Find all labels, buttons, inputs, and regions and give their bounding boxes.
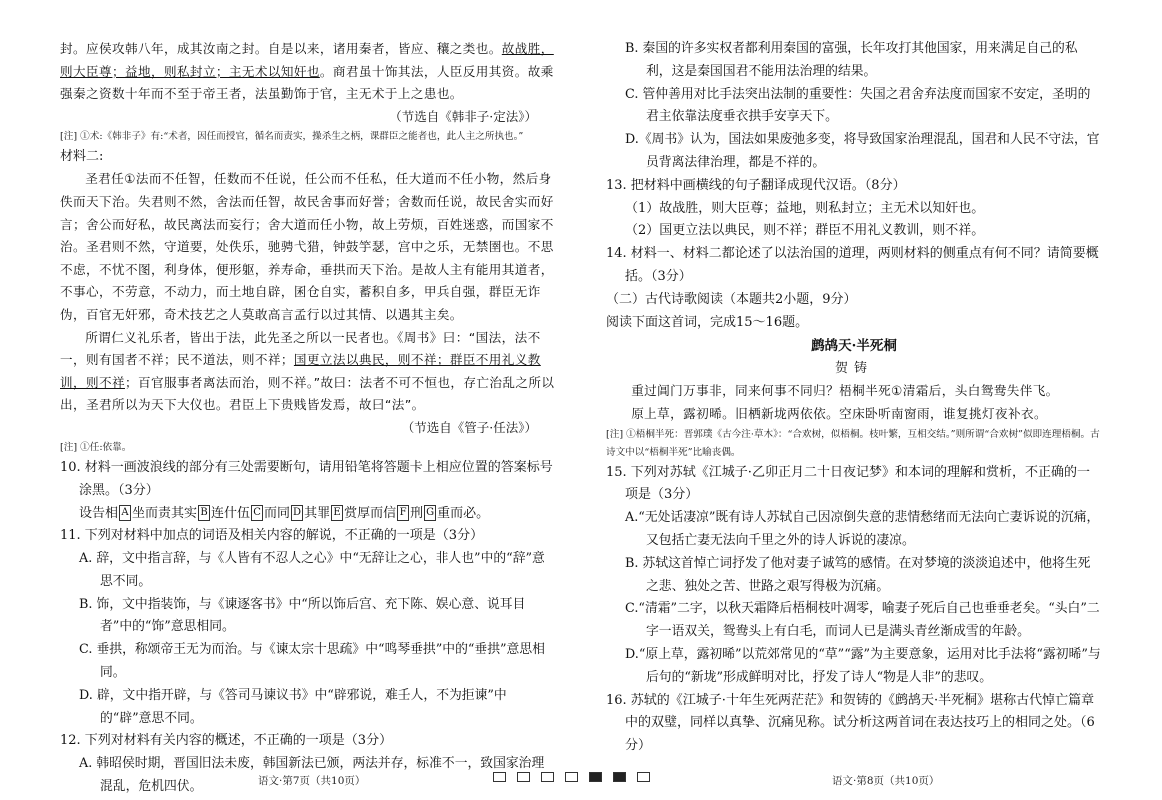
page-square [541, 772, 554, 782]
question-12-option-a: A. 韩昭侯时期，晋国旧法未废，韩国新法已颁，两法并存，标准不一，致国家治理混乱，危机四伏。 [79, 756, 545, 795]
question-10: 10. 材料一画波浪线的部分有三处需要断句，请用铅笔将答题卡上相应位置的答案标号涂黑。（3分） [60, 459, 553, 498]
answer-box-f[interactable]: F [397, 505, 409, 521]
answer-box-a[interactable]: A [119, 505, 131, 521]
question-15: 15. 下列对苏轼《江城子·乙卯正月二十日夜记梦》和本词的理解和赏析，不正确的一项是（3分） [606, 464, 1090, 503]
question-13-part-1: （1）故战胜，则大臣尊；益地，则私封立；主无术以知奸也。 [625, 200, 985, 216]
answer-box-c[interactable]: C [251, 505, 263, 521]
source-citation-1: （节选自《韩非子·定法》） [389, 108, 537, 124]
poem-line-1: 重过阊门万事非，同来何事不同归？梧桐半死①清霜后，头白鸳鸯失伴飞。 [631, 383, 1059, 399]
question-11-option-d: D. 辟，文中指开辟，与《答司马谏议书》中“辟邪说，难壬人，不为拒谏”中的“辟”意思不同。 [79, 687, 507, 726]
question-15-option-d: D.“原上草，露初晞”以荒郊常见的“草”“露”为主要意象，运用对比手法将“露初晞”与后句的“新垅”形成鲜明对比，抒发了诗人“物是人非”的悲叹。 [625, 646, 1101, 685]
question-15-option-c: C.“清霜”二字，以秋天霜降后梧桐枝叶凋零，喻妻子死后自己也垂垂老矣。“头白”二字一语双关，鸳鸯头上有白毛，而词人已是满头青丝渐成雪的年龄。 [625, 601, 1100, 640]
poem-author: 贺铸 [834, 361, 873, 377]
poem-title: 鹧鸪天·半死桐 [811, 338, 897, 355]
question-15-option-b: B. 苏轼这首悼亡词抒发了他对妻子诚笃的感情。在对梦境的淡淡追述中，他将生死之悲、独处之苦、世路之艰写得极为沉痛。 [625, 555, 1091, 594]
page-indicator [493, 772, 650, 782]
page-square [493, 772, 506, 782]
question-11: 11. 下列对材料中加点的词语及相关内容的解说，不正确的一项是（3分） [60, 528, 484, 544]
material1-end-paragraph: 封。应侯攻韩八年，成其汝南之封。自是以来，诸用秦者，皆应、穰之类也。故战胜，则大臣尊；益地，则私封立；主无术以知奸也。商君虽十饰其法，人臣反用其资。故乘强秦之资数十年而不至于帝王者，法虽勤饰于官，主无术于上之患也。 [60, 41, 554, 102]
question-15-option-a: A.“无处话凄凉”既有诗人苏轼自己因凉倒失意的悲情愁绪而无法向亡妻诉说的沉痛，又包括亡妻无法向千里之外的诗人诉说的凄凉。 [625, 510, 1100, 548]
question-11-option-b: B. 饰，文中指装饰，与《谏逐客书》中“所以饰后宫、充下陈、娱心意、说耳目者”中的“饰”意思相同。 [79, 596, 526, 635]
underlined-sentence-1: 故战胜，则大臣尊；益地，则私封立；主无术以知奸也 [60, 41, 554, 79]
page-square [517, 772, 530, 782]
question-12-option-d: D.《周书》认为，国法如果废弛多变，将导致国家治理混乱，国君和人民不守法，官员背离法律治理，都是不祥的。 [625, 132, 1100, 170]
question-10-options: 设告相 A 坐而责其实 B 连什伍 C 而同 D 其罪 E 赏厚而信 F 刑 G 重而必。 [79, 505, 490, 521]
left-page [60, 38, 555, 799]
poem-line-2: 原上草，露初晞。旧栖新垅两依依。空床卧听南窗雨，谁复挑灯夜补衣。 [631, 405, 1047, 421]
question-11-option-c: C. 垂拱，称颂帝王无为而治。与《谏太宗十思疏》中“鸣琴垂拱”中的“垂拱”意思相同。 [79, 642, 545, 681]
footer-page-8: 语文·第8页（共10页） [832, 775, 940, 787]
underlined-sentence-2: 国更立法以典民，则不祥；群臣不用礼义教训，则不祥 [60, 352, 541, 390]
material2-heading: 材料二: [60, 148, 104, 164]
reading-instruction: 阅读下面这首词，完成15～16题。 [606, 314, 809, 330]
footer-page-7: 语文·第7页（共10页） [258, 775, 366, 787]
footnote-2: [注] ①任:依靠。 [60, 441, 132, 453]
question-12: 12. 下列对材料有关内容的概述，不正确的一项是（3分） [60, 733, 393, 749]
page-square [613, 772, 626, 782]
right-page [606, 38, 1102, 758]
material2-paragraph-2: 所谓仁义礼乐者，皆出于法，此先圣之所以一民者也。《周书》曰：“国法，法不一，则有国者不祥；民不道法，则不祥；国更立法以典民，则不祥；群臣不用礼义教训，则不祥；百官服事者离法而治，则不祥。”故曰：法者不可不恒也，存亡治乱之所以出，圣君所以为天下大仪也。君臣上下贵贱皆发焉，故曰“法”。 [60, 329, 555, 413]
question-12-option-b: B. 秦国的许多实权者都利用秦国的富强，长年攻打其他国家，用来满足自己的私利，这是秦国国君不能用法治理的结果。 [625, 41, 1078, 79]
question-13: 13. 把材料中画横线的句子翻译成现代汉语。（8分） [606, 177, 906, 193]
question-13-part-2: （2）国更立法以典民，则不祥；群臣不用礼义教训，则不祥。 [625, 223, 985, 239]
source-citation-2: （节选自《管子·任法》） [401, 419, 537, 435]
material2-paragraph-1: 圣君任①法而不任智，任数而不任说，任公而不任私，任大道而不任小物，然后身佚而天下治。失君则不然，舍法而任智，故民舍事而好誉；舍数而任说，故民舍实而好言；舍公而好私，故民离法而妄行；舍大道而任小物，故上劳烦，百姓迷惑，而国家不治。圣君则不然，守道要，处佚乐，驰骋弋猎，钟鼓竽瑟，宫中之乐，无禁圉也。不思不虑，不忧不图，利身体，便形躯，养寿命，垂拱而天下治。是故人主有能用其道者，不事心，不劳意，不动力，而土地自辟，囷仓自实，蓄积自多，甲兵自强，群臣无诈伪，百官无奸邪，奇术技艺之人莫敢高言孟行以过其情、以遇其主矣。 [60, 171, 554, 322]
answer-box-b[interactable]: B [198, 505, 210, 521]
footnote-3: [注] ①梧桐半死：晋郭璞《古今注·草木》：“合欢树，似梧桐。枝叶繁，互相交结。”则所谓“合欢树”似即连理梧桐。古诗文中以“梧桐半死”比喻丧偶。 [606, 428, 1100, 458]
question-16: 16. 苏轼的《江城子·十年生死两茫茫》和贺铸的《鹧鸪天·半死桐》堪称古代悼亡篇章中的双璧，同样以真挚、沉痛见称。试分析这两首词在表达技巧上的相同之处。（6分） [606, 692, 1095, 754]
answer-box-g[interactable]: G [424, 505, 436, 521]
answer-box-e[interactable]: E [331, 505, 343, 521]
section-heading-poetry: （二）古代诗歌阅读（本题共2小题，9分） [606, 291, 857, 307]
question-11-option-a: A. 辞，文中指言辞，与《人皆有不忍人之心》中“无辞让之心，非人也”中的“辞”意思不同。 [79, 551, 545, 589]
page-square [589, 772, 602, 782]
question-14: 14. 材料一、材料二都论述了以法治国的道理，两则材料的侧重点有何不同？请简要概括。（3分） [606, 246, 1099, 284]
page-square [637, 772, 650, 782]
question-12-option-c: C. 管仲善用对比手法突出法制的重要性：失国之君舍弃法度而国家不安定，圣明的君主依靠法度垂衣拱手安享天下。 [625, 86, 1091, 125]
footnote-1: [注] ①术:《韩非子》有:“术者，因任而授官，循名而责实，操杀生之柄，课群臣之能者也，此人主之所执也。” [60, 130, 524, 142]
page-square [565, 772, 578, 782]
answer-box-d[interactable]: D [291, 505, 303, 521]
